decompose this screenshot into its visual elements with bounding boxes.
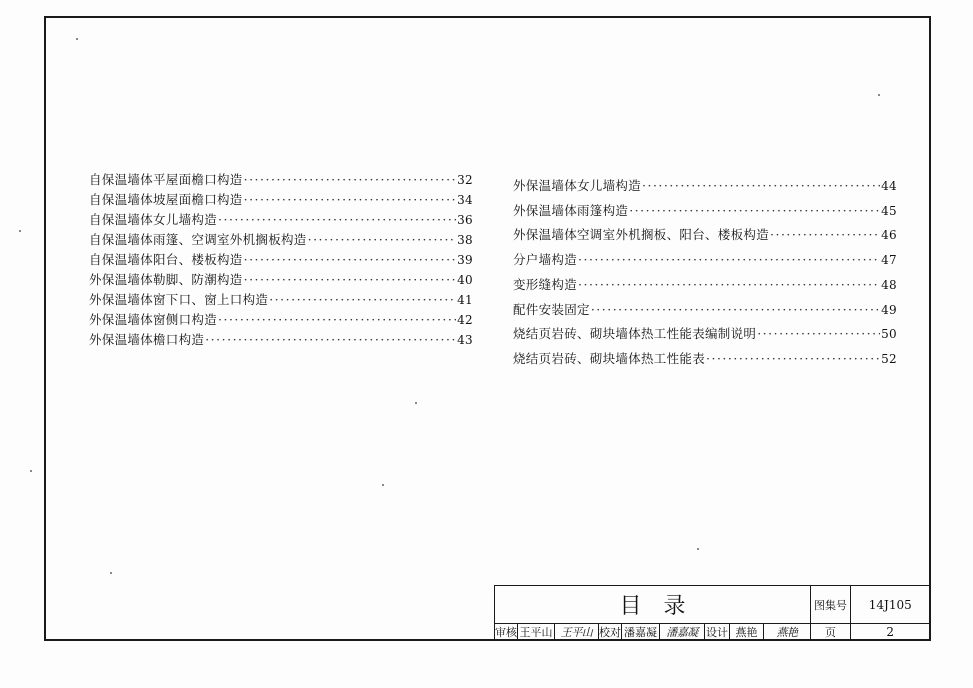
title-block	[494, 585, 931, 641]
toc-entry-title: 自保温墙体平屋面檐口构造	[89, 172, 243, 187]
review-label: 审核	[495, 626, 517, 639]
toc-entry-title: 烧结页岩砖、砌块墙体热工性能表	[513, 350, 706, 366]
toc-entry-title: 配件安装固定	[513, 301, 590, 317]
check-signature: 潘嘉凝	[660, 624, 705, 641]
toc-entry	[89, 170, 473, 190]
toc-entry	[89, 210, 473, 230]
toc-leader-dots	[642, 174, 880, 198]
toc-leader-dots	[578, 273, 880, 297]
toc-entry-page: 44	[881, 179, 897, 193]
toc-leader-dots	[308, 230, 457, 250]
toc-entry	[89, 250, 473, 270]
toc-entry	[513, 298, 897, 323]
toc-entry-page: 34	[457, 193, 473, 207]
toc-leader-dots	[244, 270, 457, 290]
toc-leader-dots	[205, 330, 456, 350]
toc-entry-page: 48	[881, 277, 897, 292]
toc-entry	[513, 199, 897, 224]
toc-leader-dots	[578, 248, 880, 272]
scan-speck	[382, 484, 384, 486]
review-signature: 王平山	[555, 624, 599, 641]
check-label: 校对	[599, 626, 621, 639]
toc-left-column	[89, 170, 473, 350]
toc-entry-page: 36	[457, 213, 473, 227]
toc-leader-dots	[757, 322, 880, 346]
toc-leader-dots	[218, 310, 456, 330]
toc-entry	[513, 223, 897, 248]
toc-entry	[89, 270, 473, 290]
toc-entry-title: 烧结页岩砖、砌块墙体热工性能表编制说明	[513, 326, 757, 342]
toc-entry-page: 49	[881, 302, 897, 317]
toc-entry-page: 42	[457, 313, 473, 327]
scan-speck	[76, 38, 78, 40]
toc-entry-page: 32	[457, 173, 473, 187]
atlas-number: 14J105	[851, 586, 931, 624]
toc-entry-title: 变形缝构造	[513, 276, 578, 292]
toc-right-column	[513, 174, 897, 372]
toc-entry-title: 外保温墙体女儿墙构造	[513, 178, 642, 193]
toc-entry	[513, 347, 897, 372]
toc-entry-page: 50	[881, 327, 897, 342]
scan-speck	[19, 230, 21, 232]
toc-leader-dots	[269, 290, 456, 310]
toc-leader-dots	[591, 298, 880, 322]
toc-entry-page: 41	[457, 293, 473, 307]
toc-entry-title: 外保温墙体雨篷构造	[513, 202, 629, 218]
toc-entry	[513, 248, 897, 273]
toc-leader-dots	[770, 223, 880, 247]
toc-entry-title: 外保温墙体檐口构造	[89, 332, 205, 347]
toc-entry-title: 自保温墙体雨篷、空调室外机搁板构造	[89, 232, 307, 247]
toc-entry-title: 自保温墙体女儿墙构造	[89, 212, 218, 227]
toc-entry	[513, 322, 897, 347]
toc-entry	[513, 174, 897, 199]
toc-leader-dots	[244, 250, 457, 270]
scan-speck	[415, 402, 417, 404]
toc-leader-dots	[218, 210, 456, 230]
toc-entry-page: 38	[457, 233, 473, 247]
design-name: 燕艳	[730, 624, 764, 641]
toc-leader-dots	[244, 170, 457, 190]
toc-entry	[89, 330, 473, 350]
toc-entry-title: 分户墙构造	[513, 252, 578, 268]
toc-leader-dots	[629, 199, 880, 223]
toc-entry-title: 外保温墙体窗下口、窗上口构造	[89, 292, 269, 307]
toc-entry-page: 47	[881, 253, 897, 268]
design-signature: 燕艳	[764, 624, 811, 641]
toc-leader-dots	[244, 190, 457, 210]
toc-entry-title: 自保温墙体坡屋面檐口构造	[89, 192, 243, 207]
page-number: 2	[851, 624, 931, 641]
scan-speck	[878, 94, 880, 96]
toc-leader-dots	[706, 347, 880, 371]
toc-entry-page: 46	[881, 228, 897, 243]
toc-entry	[89, 310, 473, 330]
check-name: 潘嘉凝	[622, 624, 660, 641]
toc-entry-page: 52	[881, 351, 897, 366]
toc-entry	[89, 230, 473, 250]
page-label: 页	[811, 624, 851, 641]
scan-speck	[30, 470, 32, 472]
toc-entry-page: 40	[457, 273, 473, 287]
design-label: 设计	[706, 626, 728, 639]
toc-entry-title: 自保温墙体阳台、楼板构造	[89, 252, 243, 267]
atlas-number-label: 图集号	[811, 586, 851, 624]
review-name: 王平山	[518, 624, 555, 641]
toc-entry-page: 43	[457, 333, 473, 347]
toc-entry-title: 外保温墙体空调室外机搁板、阳台、楼板构造	[513, 227, 770, 243]
toc-entry	[89, 290, 473, 310]
toc-entry-title: 外保温墙体勒脚、防潮构造	[89, 272, 243, 287]
sheet-title: 目录	[495, 586, 811, 624]
toc-entry-title: 外保温墙体窗侧口构造	[89, 312, 218, 327]
toc-entry	[89, 190, 473, 210]
toc-entry-page: 45	[881, 203, 897, 218]
scan-speck	[110, 572, 112, 574]
toc-entry	[513, 273, 897, 298]
scan-speck	[697, 548, 699, 550]
toc-entry-page: 39	[457, 253, 473, 267]
